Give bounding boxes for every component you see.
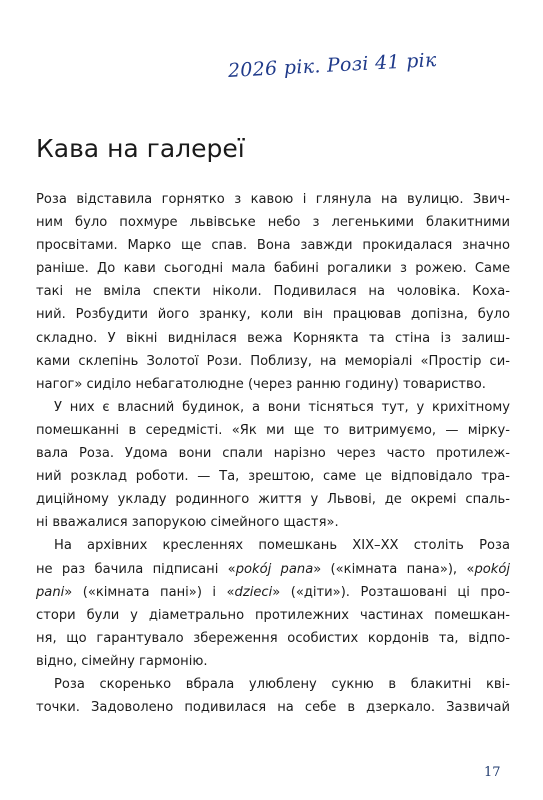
text-line: диційному укладу родинного життя у Львові, де окремі спаль-	[36, 492, 510, 508]
paragraph	[36, 396, 510, 535]
text-line: не раз бачила підписані «pokój pana» («кімната пана»), «pokój	[36, 561, 510, 577]
text-line: стори були у діаметрально протилежних частинах помешкан-	[36, 607, 510, 623]
text-line: ні вважалися запорукою сімейного щастя».	[36, 515, 339, 531]
text-line: У них є власний будинок, а вони тісняться тут, у крихітному	[54, 399, 510, 415]
text-line: ня, що гарантувало збереження особистих кордонів та, відпо-	[36, 630, 510, 646]
text-line: ним було похмуре львівське небо з легенькими блакитними	[36, 215, 510, 231]
text-line: просвітами. Марко ще спав. Вона завжди прокидалася значно	[36, 238, 510, 254]
text-line: Роза скоренько вбрала улюблену сукню в блакитні кві-	[54, 676, 510, 692]
paragraph	[36, 673, 510, 719]
text-line: раніше. До кави сьогодні мала бабині рогалики з рожею. Саме	[36, 261, 510, 277]
body-text	[36, 188, 510, 719]
text-line: помешканні в середмісті. «Як ми ще то витримуємо, — мірку-	[36, 422, 510, 438]
text-line: На архівних кресленнях помешкань XIX–XX століть Роза	[54, 538, 510, 554]
text-line: ний розклад роботи. — Та, зрештою, саме це відповідало тра-	[36, 469, 510, 485]
text-line: pani» («кімната пані») і «dzieci» («діти»). Розташовані ці про-	[36, 584, 510, 600]
text-line: ний. Розбудити його зранку, коли він працював допізна, було	[36, 307, 510, 323]
chapter-title: Кава на галереї	[36, 134, 245, 163]
text-line: відно, сімейну гармонію.	[36, 653, 208, 669]
paragraph	[36, 534, 510, 673]
text-line: нагог» сиділо небагатолюдне (через ранню годину) товариство.	[36, 376, 486, 392]
text-line: Роза відставила горнятко з кавою і глянула на вулицю. Звич-	[36, 192, 510, 207]
paragraph	[36, 188, 510, 396]
page-number: 17	[484, 765, 501, 780]
text-line: точки. Задоволено подивилася на себе в дзеркало. Зазвичай	[36, 700, 510, 716]
text-line: ками склепінь Золотої Рози. Поблизу, на меморіалі «Простір си-	[36, 353, 510, 369]
text-line: вала Роза. Удома вони спали нарізно через часто протилеж-	[36, 446, 510, 462]
handwritten-note: 2026 рік. Розі 41 рік	[227, 49, 438, 82]
text-line: такі не вміла спекти ніколи. Подивилася на чоловіка. Коха-	[36, 284, 510, 300]
text-line: складно. У вікні виднілася вежа Корнякта та стіна із залиш-	[36, 330, 510, 346]
